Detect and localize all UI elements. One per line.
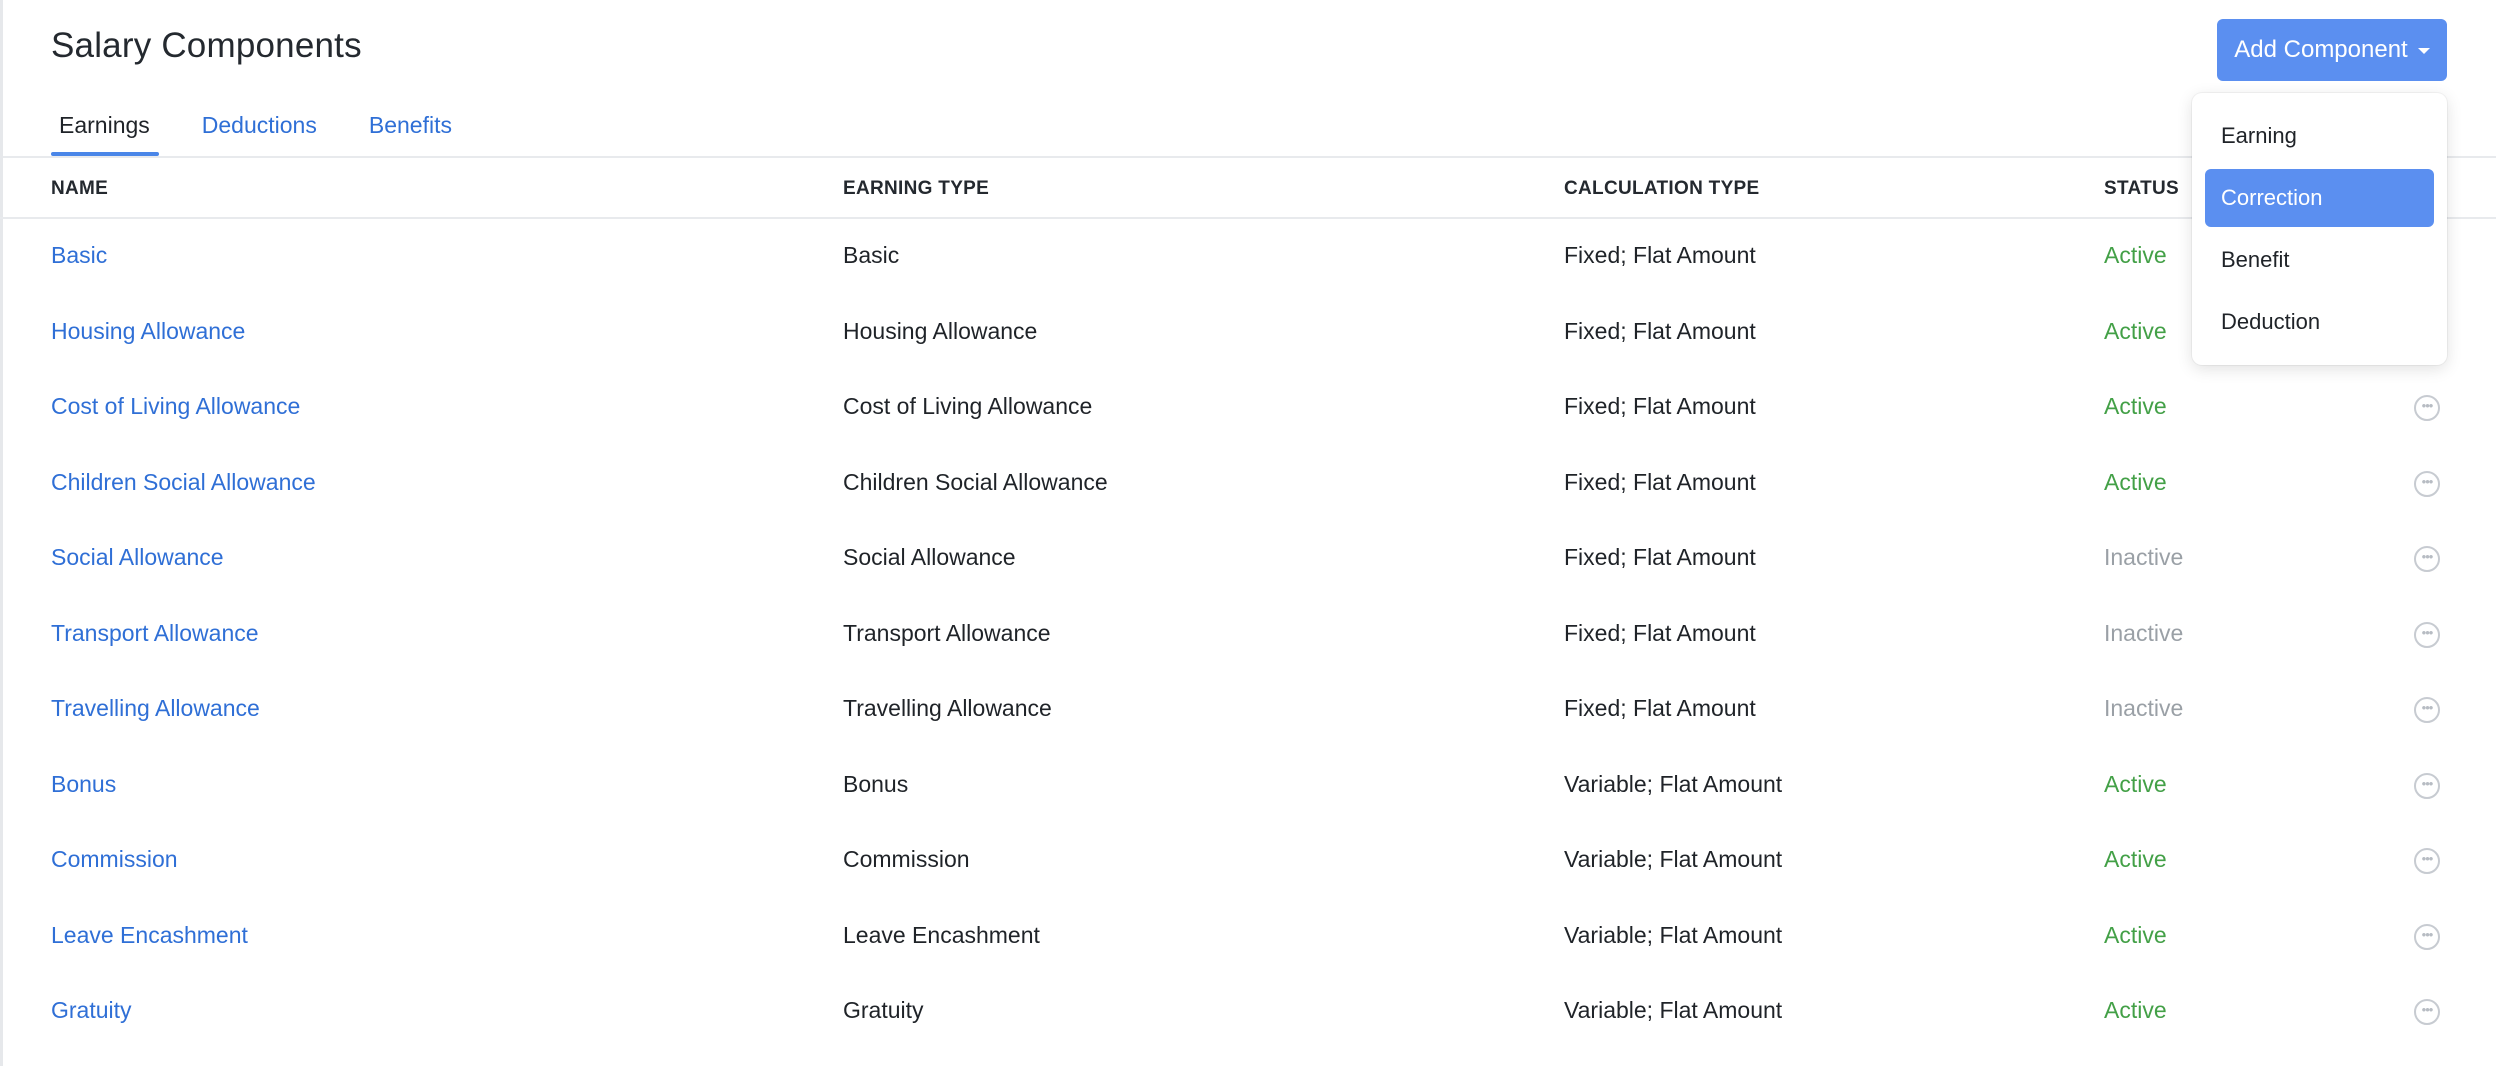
earning-type-cell: Leave Encashment <box>843 921 1040 948</box>
table-row <box>0 673 2496 749</box>
tab-deductions[interactable]: Deductions <box>201 112 317 138</box>
status-cell: Active <box>2104 997 2167 1023</box>
more-options-icon[interactable]: ••• <box>2414 848 2440 874</box>
add-component-dropdown <box>2192 93 2447 365</box>
more-options-icon[interactable]: ••• <box>2414 546 2440 572</box>
column-header-calculation-type: CALCULATION TYPE <box>1564 178 1760 199</box>
earning-type-cell: Cost of Living Allowance <box>843 393 1093 419</box>
calculation-type-cell: Variable; Flat Amount <box>1564 921 1783 948</box>
status-cell: Active <box>2104 468 2167 495</box>
earning-type-cell: Social Allowance <box>843 544 1016 570</box>
earning-type-cell: Basic <box>843 242 900 268</box>
column-header-name: NAME <box>51 178 109 199</box>
status-cell: Active <box>2104 921 2167 948</box>
more-options-icon[interactable]: ••• <box>2414 773 2440 799</box>
earning-type-cell: Transport Allowance <box>843 619 1051 646</box>
table-row <box>0 824 2496 900</box>
table-row <box>0 522 2496 598</box>
table-row <box>0 598 2496 674</box>
status-cell: Active <box>2104 242 2167 268</box>
earning-type-cell: Gratuity <box>843 997 924 1023</box>
table-row <box>0 749 2496 825</box>
component-name-link[interactable]: Bonus <box>51 770 117 797</box>
table-header <box>0 158 2496 219</box>
tab-benefits[interactable]: Benefits <box>368 112 452 138</box>
component-name-link[interactable]: Cost of Living Allowance <box>51 393 301 419</box>
status-cell: Inactive <box>2104 544 2184 570</box>
calculation-type-cell: Fixed; Flat Amount <box>1564 317 1756 344</box>
table-row <box>0 296 2496 372</box>
calculation-type-cell: Fixed; Flat Amount <box>1564 695 1756 721</box>
calculation-type-cell: Variable; Flat Amount <box>1564 846 1783 872</box>
calculation-type-cell: Fixed; Flat Amount <box>1564 393 1756 419</box>
table-row <box>0 975 2496 1051</box>
status-cell: Inactive <box>2104 619 2184 646</box>
add-component-label: Add Component <box>2234 36 2408 63</box>
table-row <box>0 220 2496 296</box>
component-tabs <box>51 108 496 156</box>
component-name-link[interactable]: Children Social Allowance <box>51 468 316 495</box>
status-cell: Active <box>2104 846 2167 872</box>
component-name-link[interactable]: Social Allowance <box>51 544 224 570</box>
component-name-link[interactable]: Gratuity <box>51 997 132 1023</box>
add-component-button[interactable] <box>2217 19 2447 81</box>
dropdown-item-correction[interactable]: Correction <box>2205 169 2434 227</box>
calculation-type-cell: Variable; Flat Amount <box>1564 997 1783 1023</box>
page-title: Salary Components <box>51 26 362 65</box>
earning-type-cell: Children Social Allowance <box>843 468 1108 495</box>
table-row <box>0 900 2496 976</box>
component-name-link[interactable]: Leave Encashment <box>51 921 248 948</box>
earning-type-cell: Bonus <box>843 770 909 797</box>
column-header-status: STATUS <box>2104 178 2179 199</box>
more-options-icon[interactable]: ••• <box>2414 999 2440 1025</box>
status-cell: Active <box>2104 770 2167 797</box>
status-cell: Active <box>2104 393 2167 419</box>
earning-type-cell: Housing Allowance <box>843 317 1038 344</box>
table-body <box>0 220 2496 1051</box>
component-name-link[interactable]: Travelling Allowance <box>51 695 260 721</box>
column-header-earning-type: EARNING TYPE <box>843 178 990 199</box>
dropdown-item-benefit[interactable]: Benefit <box>2221 247 2290 272</box>
dropdown-item-earning[interactable]: Earning <box>2221 123 2297 148</box>
table-row <box>0 447 2496 523</box>
earning-type-cell: Commission <box>843 846 970 872</box>
calculation-type-cell: Fixed; Flat Amount <box>1564 242 1756 268</box>
dropdown-item-deduction[interactable]: Deduction <box>2221 309 2321 334</box>
component-name-link[interactable]: Transport Allowance <box>51 619 259 646</box>
more-options-icon[interactable]: ••• <box>2414 697 2440 723</box>
earning-type-cell: Travelling Allowance <box>843 695 1052 721</box>
calculation-type-cell: Fixed; Flat Amount <box>1564 619 1756 646</box>
more-options-icon[interactable]: ••• <box>2414 924 2440 950</box>
more-options-icon[interactable]: ••• <box>2414 471 2440 497</box>
component-name-link[interactable]: Basic <box>51 242 108 268</box>
component-name-link[interactable]: Commission <box>51 846 178 872</box>
tab-earnings[interactable]: Earnings <box>51 108 159 156</box>
more-options-icon[interactable]: ••• <box>2414 622 2440 648</box>
calculation-type-cell: Variable; Flat Amount <box>1564 770 1783 797</box>
status-cell: Active <box>2104 317 2167 344</box>
calculation-type-cell: Fixed; Flat Amount <box>1564 544 1756 570</box>
calculation-type-cell: Fixed; Flat Amount <box>1564 468 1756 495</box>
caret-down-icon <box>2418 48 2430 54</box>
status-cell: Inactive <box>2104 695 2184 721</box>
table-row <box>0 371 2496 447</box>
more-options-icon[interactable]: ••• <box>2414 395 2440 421</box>
component-name-link[interactable]: Housing Allowance <box>51 317 246 344</box>
